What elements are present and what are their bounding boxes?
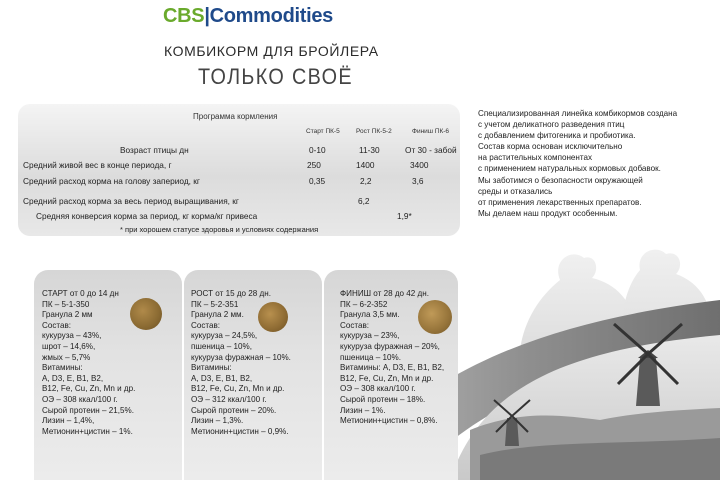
brand-logo-divider: |	[204, 5, 210, 27]
card-line: кукуруза фуражная – 20%,	[340, 341, 440, 351]
cell-consumption-start: 0,35	[309, 176, 326, 186]
cell-weight-rost: 1400	[356, 160, 375, 170]
card-line: пшеница – 10%.	[340, 352, 401, 362]
row-label-age: Возраст птицы дн	[120, 145, 189, 155]
cell-weight-finish: 3400	[410, 160, 429, 170]
brand-logo-commodities: Commodities	[209, 5, 334, 27]
cell-consumption-rost: 2,2	[360, 176, 372, 186]
card-line: Сырой протеин – 18%.	[340, 394, 426, 404]
card-line: шрот – 14,6%,	[42, 341, 96, 351]
column-header-start: Старт ПК-5	[306, 128, 340, 135]
cell-age-rost: 11-30	[359, 145, 380, 155]
card-line: кукуруза – 23%,	[340, 331, 400, 341]
description-line: Мы заботимся о безопасности окружающей	[478, 175, 643, 185]
card-line: кукуруза – 24,5%,	[191, 331, 258, 341]
description-line: среды и отказались	[478, 186, 553, 196]
card-line: Витамины:	[42, 363, 83, 373]
row-label-total-consumption: Средний расход корма за весь период выращивания, кг	[23, 196, 239, 206]
footnote: * при хорошем статусе здоровья и условиях содержания	[120, 225, 319, 234]
description-line: Специализированная линейка комбикормов создана	[478, 109, 678, 118]
card-finish-text	[340, 289, 444, 427]
card-line: B12, Fe, Cu, Zn, Mn и др.	[191, 384, 285, 394]
description-line: на растительных компонентах	[478, 153, 593, 163]
card-line: А, D3, E, B1, B2,	[42, 373, 104, 383]
page-subtitle: ТОЛЬКО СВОЁ	[198, 64, 353, 89]
brand-logo	[163, 5, 333, 28]
row-label-conversion: Средняя конверсия корма за период, кг корма/кг привеса	[36, 211, 258, 221]
cell-age-finish: От 30 - забой	[405, 145, 457, 155]
card-line: жмых – 5,7%	[42, 352, 91, 362]
card-line: пшеница – 10%,	[191, 341, 252, 351]
brand-logo-cbs: CBS	[163, 5, 205, 27]
card-line: РОСТ от 15 до 28 дн.	[191, 289, 271, 298]
product-description	[478, 108, 718, 219]
cell-total-consumption: 6,2	[358, 196, 370, 206]
card-line: ОЭ – 308 ккал/100 г.	[340, 384, 416, 394]
cell-conversion: 1,9*	[397, 211, 412, 221]
cell-age-start: 0-10	[309, 145, 326, 155]
card-line: Гранула 2 мм.	[191, 310, 244, 320]
card-line: ПК – 6-2-352	[340, 299, 388, 309]
card-line: ОЭ – 308 ккал/100 г.	[42, 394, 118, 404]
card-line: B12, Fe, Cu, Zn, Mn и др.	[340, 373, 434, 383]
card-start-text	[42, 289, 135, 437]
card-line: Витамины: А, D3, E, B1, B2,	[340, 363, 445, 373]
description-line: с добавлением фитогеника и пробиотика.	[478, 131, 636, 141]
description-line: Мы делаем наш продукт особенным.	[478, 208, 618, 218]
description-line: с применением натуральных кормовых добавок.	[478, 164, 661, 174]
card-line: ПК – 5-2-351	[191, 299, 239, 309]
card-line: Сырой протеин – 21,5%.	[42, 405, 134, 415]
description-line: от применения лекарственных препаратов.	[478, 197, 642, 207]
card-line: кукуруза фуражная – 10%.	[191, 352, 291, 362]
description-line: Состав корма основан исключительно	[478, 142, 623, 152]
card-line: ФИНИШ от 28 до 42 дн.	[340, 289, 429, 298]
column-header-finish: Финиш ПК-6	[412, 128, 450, 135]
description-line: с учетом деликатного разведения птиц	[478, 120, 625, 130]
cell-weight-start: 250	[307, 160, 321, 170]
card-line: Витамины:	[191, 363, 232, 373]
card-line: Метионин+цистин – 0,9%.	[191, 426, 289, 436]
card-line: СТАРТ от 0 до 14 дн	[42, 289, 119, 298]
card-line: ОЭ – 312 ккал/100 г.	[191, 394, 267, 404]
card-line: Гранула 2 мм	[42, 310, 93, 320]
card-line: ПК – 5-1-350	[42, 299, 90, 309]
card-line: Лизин – 1%.	[340, 405, 386, 415]
card-line: Лизин – 1,3%.	[191, 416, 244, 426]
feeding-program-title: Программа кормления	[193, 112, 278, 121]
card-line: Метионин+цистин – 1%.	[42, 426, 133, 436]
card-line: кукуруза – 43%,	[42, 331, 102, 341]
row-label-weight: Средний живой вес в конце периода, г	[23, 160, 172, 170]
card-line: Лизин – 1,4%,	[42, 416, 95, 426]
card-line: Состав:	[42, 320, 72, 330]
card-rost-text	[191, 289, 291, 437]
column-header-rost: Рост ПК-5-2	[356, 128, 392, 135]
card-line: Гранула 3,5 мм.	[340, 310, 400, 320]
row-label-consumption: Средний расход корма на голову запериод, кг	[23, 176, 200, 186]
card-line: B12, Fe, Cu, Zn, Mn и др.	[42, 384, 136, 394]
card-line: Сырой протеин – 20%.	[191, 405, 277, 415]
card-line: Состав:	[191, 320, 221, 330]
card-line: Метионин+цистин – 0,8%.	[340, 416, 438, 426]
card-line: Состав:	[340, 320, 370, 330]
page-title: КОМБИКОРМ ДЛЯ БРОЙЛЕРА	[164, 43, 379, 59]
card-line: А, D3, E, B1, B2,	[191, 373, 253, 383]
cell-consumption-finish: 3,6	[412, 176, 424, 186]
